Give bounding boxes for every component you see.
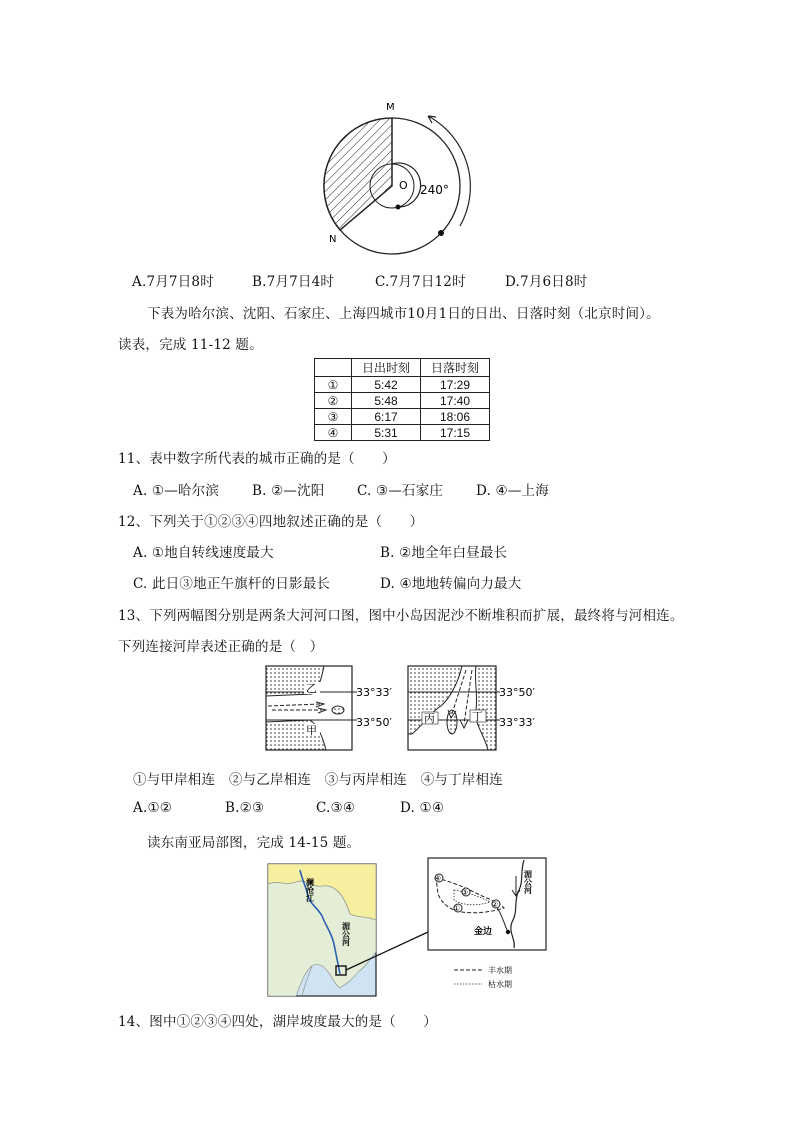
table-cell: 5:31 (352, 425, 421, 441)
illumination-diagram (310, 96, 480, 256)
left-lat-top: 33°33′ (356, 686, 392, 699)
point-2: ② (491, 900, 499, 909)
q11-option-b: B. ②—沈阳 (252, 483, 325, 499)
q10-option-c: C.7月7日12时 (375, 274, 466, 290)
table-cell: 5:42 (352, 377, 421, 393)
legend-wet: 丰水期 (488, 966, 512, 975)
city-label: 金边 (474, 927, 493, 937)
angle-label: 240° (420, 183, 449, 197)
q12-option-d: D. ④地地转偏向力最大 (380, 576, 522, 592)
q13-option-a: A.①② (133, 800, 173, 816)
table-row (315, 393, 490, 409)
label-n: N (329, 234, 337, 245)
q11-option-a: A. ①—哈尔滨 (133, 483, 220, 499)
mekong-label: 湄公河 (341, 922, 351, 946)
table-cell: ② (315, 393, 352, 409)
point-3: ③ (461, 888, 469, 897)
lancang-label: 澜沧江 (305, 878, 315, 902)
inset-river-label: 湄公河 (523, 870, 533, 894)
q11-option-c: C. ③—石家庄 (357, 483, 444, 499)
table-cell: 17:29 (421, 377, 490, 393)
intro-11-12-line1: 下表为哈尔滨、沈阳、石家庄、上海四城市10月1日的日出、日落时刻（北京时间）。 (147, 306, 660, 322)
q13-option-b: B.②③ (225, 800, 265, 816)
river-mouth-diagrams (262, 664, 542, 756)
q10-option-a: A.7月7日8时 (132, 274, 214, 290)
table-header: 日落时刻 (421, 359, 490, 377)
q13-stem-line1: 13、下列两幅图分别是两条大河河口图，图中小岛因泥沙不断堆积而扩展，最终将与河相连。 (118, 608, 684, 624)
q12-option-b: B. ②地全年白昼最长 (380, 545, 508, 561)
q14-stem: 14、图中①②③④四处，湖岸坡度最大的是（ ） (118, 1014, 437, 1030)
point-1: ① (453, 904, 461, 913)
right-lat-bottom: 33°33′ (499, 716, 535, 729)
q13-statements: ①与甲岸相连 ②与乙岸相连 ③与丙岸相连 ④与丁岸相连 (133, 772, 503, 788)
left-lat-bottom: 33°50′ (356, 716, 392, 729)
table-row (315, 409, 490, 425)
point-4: ④ (434, 874, 442, 883)
southeast-asia-map (266, 856, 566, 1002)
label-m: M (386, 102, 395, 113)
table-cell: 5:48 (352, 393, 421, 409)
table-header: 日出时刻 (352, 359, 421, 377)
table-cell: ③ (315, 409, 352, 425)
right-lat-top: 33°50′ (499, 686, 535, 699)
table-cell: 6:17 (352, 409, 421, 425)
bank-ding: 丁 (472, 710, 483, 723)
q12-option-a: A. ①地自转线速度最大 (133, 545, 274, 561)
table-cell: ④ (315, 425, 352, 441)
q13-stem-line2: 下列连接河岸表述正确的是（ ） (118, 639, 324, 655)
intro-14-15: 读东南亚局部图，完成 14-15 题。 (147, 835, 361, 851)
table-cell: ① (315, 377, 352, 393)
q11-stem: 11、表中数字所代表的城市正确的是（ ） (118, 451, 396, 467)
q10-option-d: D.7月6日8时 (505, 274, 588, 290)
night-area (324, 118, 392, 230)
q13-option-d: D. ①④ (400, 800, 445, 816)
q11-option-d: D. ④—上海 (476, 483, 549, 499)
sun-table (314, 358, 490, 441)
q12-stem: 12、下列关于①②③④四地叙述正确的是（ ） (118, 514, 424, 530)
q12-option-c: C. 此日③地正午旗杆的日影最长 (133, 576, 331, 592)
bank-bing: 丙 (424, 712, 435, 725)
table-header (315, 359, 352, 377)
table-cell: 18:06 (421, 409, 490, 425)
table-cell: 17:15 (421, 425, 490, 441)
table-header-row (315, 359, 490, 377)
table-row (315, 377, 490, 393)
legend-dry: 枯水期 (488, 980, 512, 989)
bank-jia: 甲 (306, 724, 317, 737)
table-cell: 17:40 (421, 393, 490, 409)
q10-option-b: B.7月7日4时 (252, 274, 335, 290)
q13-option-c: C.③④ (316, 800, 356, 816)
bank-yi: 乙 (306, 682, 317, 695)
label-o: O (399, 179, 408, 192)
table-row (315, 425, 490, 441)
intro-11-12-line2: 读表，完成 11-12 题。 (118, 337, 263, 353)
